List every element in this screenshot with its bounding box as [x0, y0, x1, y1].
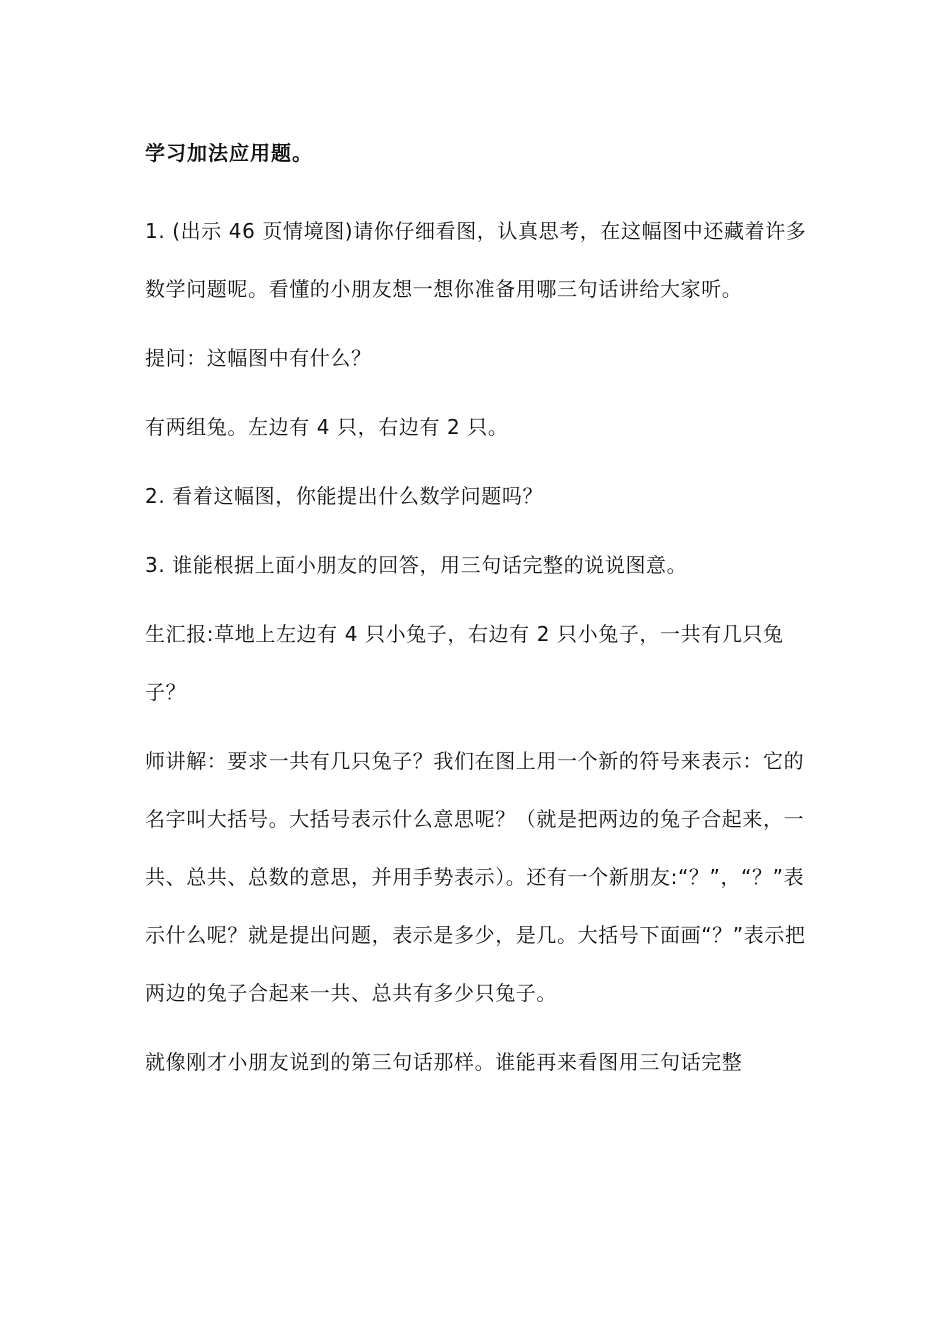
paragraph-4: 2. 看着这幅图，你能提出什么数学问题吗？	[145, 484, 544, 508]
paragraph-1: 1. (出示 46 页情境图)请你仔细看图，认真思考，在这幅图中还藏着许多数学问题呢。看懂的小朋友想一想你准备用哪三句话讲给大家听。	[145, 219, 807, 301]
paragraph-8: 就像刚才小朋友说到的第三句话那样。谁能再来看图用三句话完整	[145, 1050, 743, 1074]
paragraph-5: 3. 谁能根据上面小朋友的回答，用三句话完整的说说图意。	[145, 553, 688, 577]
paragraph-2: 提问：这幅图中有什么？	[145, 346, 372, 370]
section-heading: 学习加法应用题。	[145, 141, 313, 165]
paragraph-6: 生汇报:草地上左边有 4 只小兔子，右边有 2 只小兔子，一共有几只兔子？	[145, 622, 784, 704]
document-body	[145, 133, 813, 1102]
paragraph-3: 有两组兔。左边有 4 只，右边有 2 只。	[145, 415, 509, 439]
paragraph-7: 师讲解：要求一共有几只兔子？我们在图上用一个新的符号来表示：它的名字叫大括号。大括号表示什么意思呢？（就是把两边的兔子合起来，一共、总共、总数的意思，并用手势表示）。还有一个新朋友:“？”，“？”表示什么呢？就是提出问题，表示是多少，是几。大括号下面画“？”表示把两边的兔子合起来一共、总共有多少只兔子。	[145, 749, 806, 1005]
